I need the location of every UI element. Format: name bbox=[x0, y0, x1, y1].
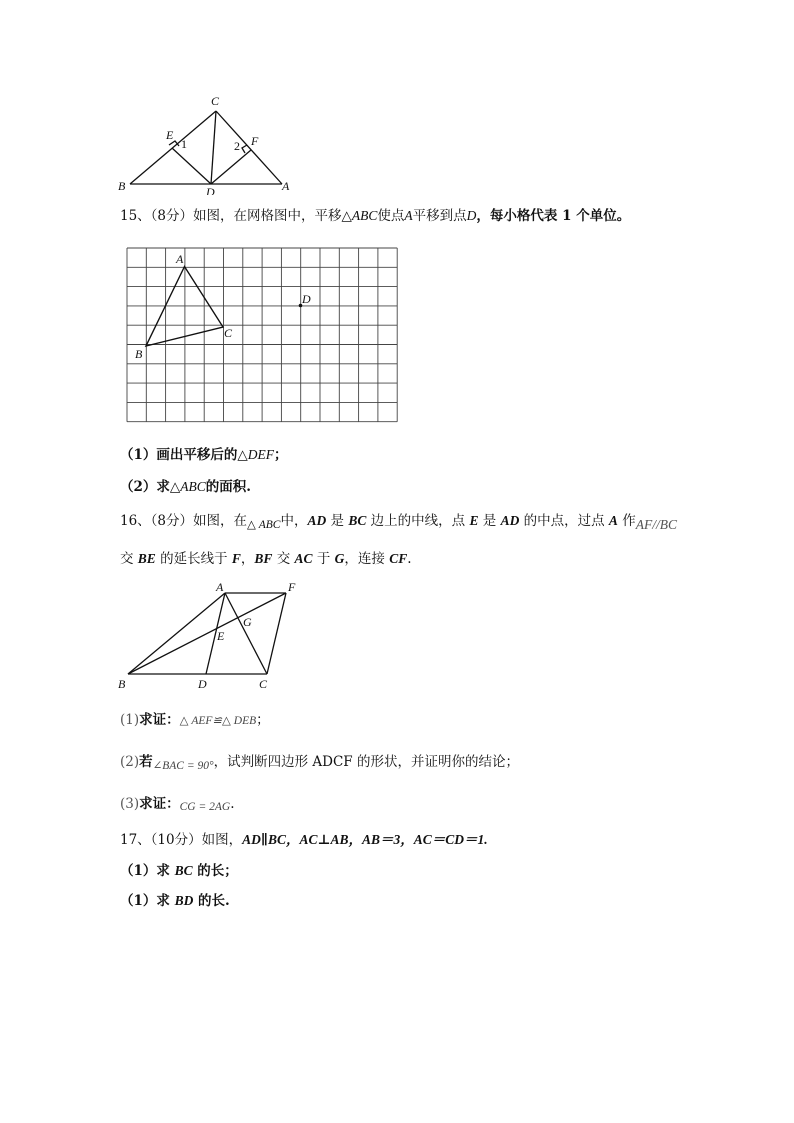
q17-stem: 17、（10分）如图，AD∥BC，AC⊥AB，AB＝3，AC＝CD＝1. bbox=[120, 832, 488, 848]
q16-sub1: (1)求证：△ AEF≌△ DEB； bbox=[120, 712, 270, 728]
label-f: F bbox=[251, 134, 259, 148]
q16-sub2: (2)若∠BAC = 90°，试判断四边形 ADCF 的形状，并证明你的结论； bbox=[120, 754, 519, 772]
fig16-label-f: F bbox=[288, 580, 296, 594]
fig16-label-g: G bbox=[243, 615, 252, 629]
grid-label-a: A bbox=[176, 252, 184, 266]
label-angle-2: 2 bbox=[234, 139, 240, 153]
label-angle-1: 1 bbox=[181, 137, 187, 151]
fig16-label-e: E bbox=[217, 629, 225, 643]
grid-label-d: D bbox=[302, 292, 311, 306]
q15-stem: 15、（8分）如图，在网格图中，平移△ABC使点A平移到点D，每小格代表 1 个单位。 bbox=[120, 208, 631, 224]
q15-part1: （1）画出平移后的△DEF； bbox=[120, 447, 288, 463]
grid-label-b: B bbox=[135, 347, 143, 361]
label-c: C bbox=[211, 94, 220, 108]
label-e: E bbox=[166, 128, 174, 142]
fig16-label-a: A bbox=[216, 580, 224, 594]
grid-label-c: C bbox=[224, 326, 233, 340]
q16-sub3: (3)求证：CG = 2AG. bbox=[120, 796, 235, 813]
q16-stem-line2: 交 BE 的延长线于 F，BF 交 AC 于 G，连接 CF. bbox=[120, 551, 412, 567]
figure-triangle-bcd bbox=[110, 90, 310, 195]
figure-parallelogram bbox=[110, 576, 310, 694]
q17-part1: （1）求 BC 的长； bbox=[120, 863, 238, 879]
fig16-label-c: C bbox=[259, 677, 268, 691]
label-d: D bbox=[206, 185, 215, 195]
q16-stem-line1: 16、（8分）如图，在△ ABC中，AD 是 BC 边上的中线，点 E 是 AD 的中点，过点 A 作AF//BC bbox=[120, 513, 677, 532]
fig16-label-d: D bbox=[198, 677, 207, 691]
q17-part2: （1）求 BD 的长. bbox=[120, 893, 230, 909]
fig16-label-b: B bbox=[118, 677, 126, 691]
label-a: A bbox=[282, 179, 290, 193]
grid-figure bbox=[120, 243, 405, 428]
q15-part2: （2）求△ABC的面积. bbox=[120, 479, 251, 495]
label-b: B bbox=[118, 179, 126, 193]
